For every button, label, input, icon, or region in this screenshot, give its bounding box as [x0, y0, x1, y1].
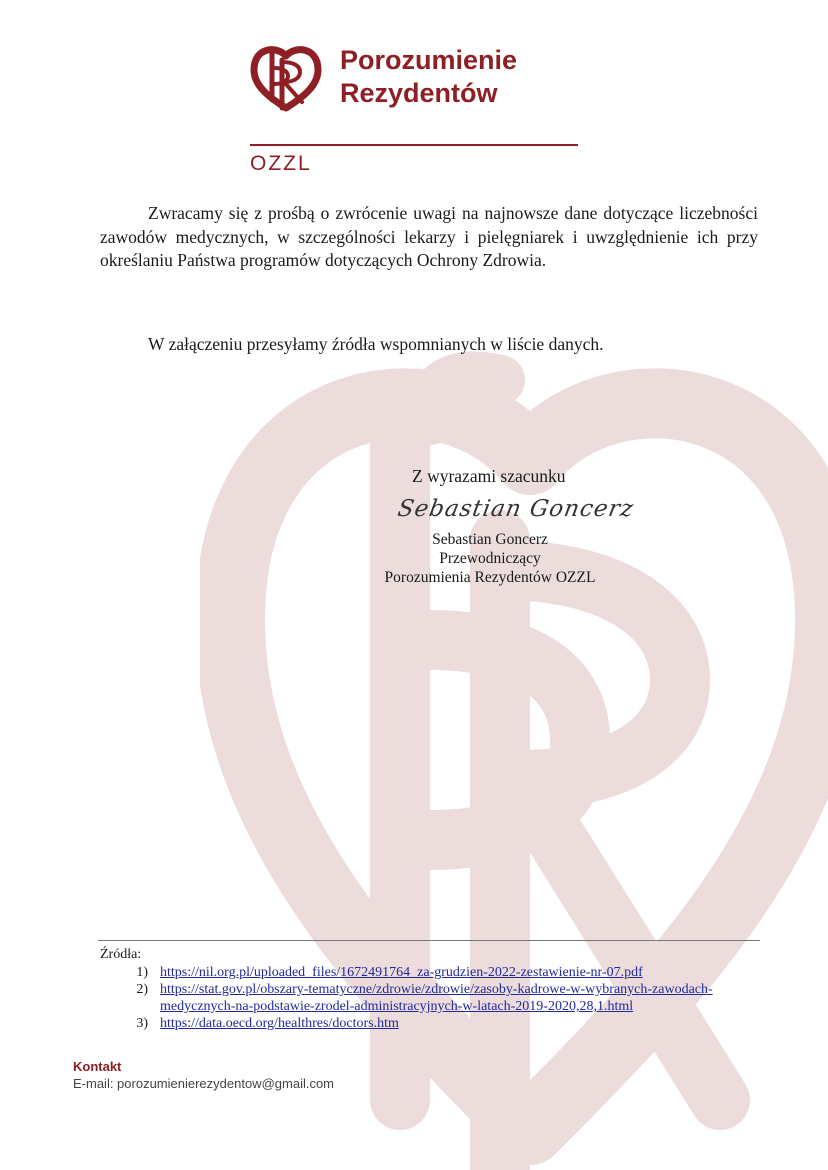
body-paragraph-2: W załączeniu przesyłamy źródła wspomnianych w liście danych.: [148, 334, 604, 354]
sources-section: [100, 946, 780, 1032]
source-link-2[interactable]: https://stat.gov.pl/obszary-tematyczne/zdrowie/zdrowie/zasoby-kadrowe-w-wybranych-zawodach-: [160, 982, 713, 997]
contact-title: Kontakt: [73, 1059, 122, 1074]
contact-section: [73, 1058, 334, 1092]
source-number: 3): [136, 1016, 148, 1031]
sources-divider: [98, 940, 760, 941]
closing-line: Z wyrazami szacunku: [412, 466, 566, 486]
source-number: 2): [136, 982, 148, 997]
source-link-2-continued[interactable]: medycznych-na-podstawie-zrodel-administracyjnych-w-latach-2019-2020,28,1.html: [160, 999, 634, 1014]
source-item: [100, 981, 780, 1015]
contact-email[interactable]: E-mail: porozumienierezydentow@gmail.com: [73, 1076, 335, 1091]
signatory-organization: Porozumienia Rezydentów OZZL: [384, 569, 596, 586]
source-link-1[interactable]: https://nil.org.pl/uploaded_files/1672491764_za-grudzien-2022-zestawienie-nr-07.pdf: [160, 965, 643, 980]
signatory-name: Sebastian Goncerz: [432, 531, 548, 548]
org-logo-icon: [248, 42, 324, 112]
org-name-line2: Rezydentów: [340, 78, 498, 108]
signatory-role: Przewodniczący: [439, 550, 541, 567]
sources-label: Źródła:: [100, 947, 142, 962]
source-item: [100, 964, 780, 981]
watermark-logo: [200, 340, 828, 1170]
source-item: [100, 1015, 780, 1032]
signature-block: [360, 530, 620, 587]
body-paragraph-1: Zwracamy się z prośbą o zwrócenie uwagi na najnowsze dane dotyczące liczebności zawodów medycznych, w szczególności lekarzy i pielęgniarek i uwzględnienie ich przy określaniu Państwa programów dotyczących Ochrony Zdrowia.: [100, 203, 758, 270]
header-divider: [250, 144, 578, 146]
org-name-line1: Porozumienie: [340, 45, 518, 75]
org-subtitle: OZZL: [250, 152, 312, 175]
handwritten-signature: Sebastian Goncerz: [395, 496, 636, 522]
org-name: [340, 44, 517, 110]
source-number: 1): [136, 965, 148, 980]
source-link-3[interactable]: https://data.oecd.org/healthres/doctors.htm: [160, 1016, 399, 1031]
